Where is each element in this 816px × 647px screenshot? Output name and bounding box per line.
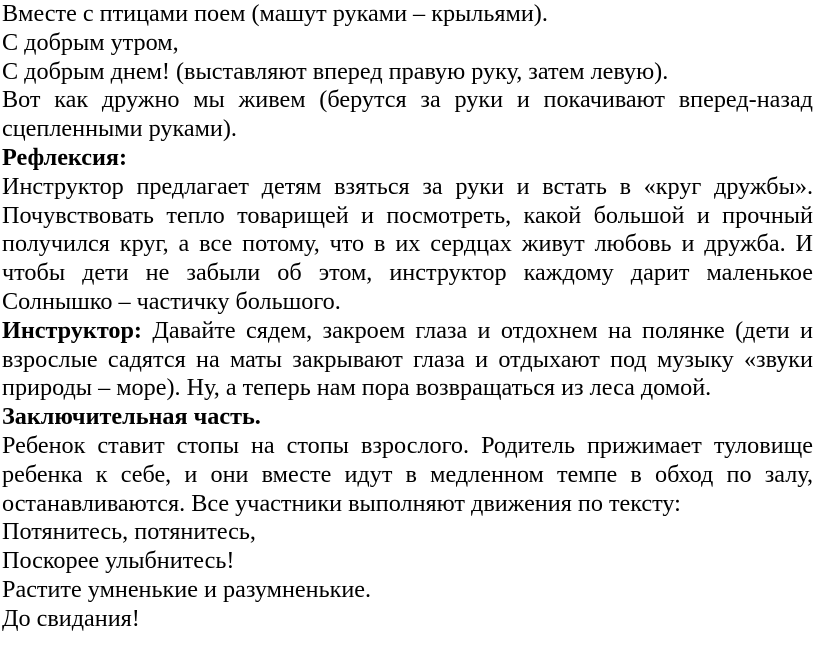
paragraph-reflection: Инструктор предлагает детям взяться за руки и встать в «круг дружбы». Почувствовать тепло товарищей и посмотреть, какой большой и прочный получился круг, а все потому, что в их сердцах живут любовь и дружба. И чтобы дети не забыли об этом, инструктор каждому дарит маленькое Солнышко – частичку большого. <box>2 172 813 315</box>
instructor-text: Давайте сядем, закроем глаза и отдохнем на полянке (дети и взрослые садятся на маты закрывают глаза и отдыхают под музыку «звуки природы – море). Ну, а теперь нам пора возвращаться из леса домой. <box>2 316 813 402</box>
text-line: Растите умненькие и разумненькие. <box>2 575 372 603</box>
paragraph-instructor <box>2 317 813 403</box>
text-line: С добрым днем! (выставляют вперед правую руку, затем левую). <box>2 57 669 85</box>
instructor-label: Инструктор: <box>2 316 142 344</box>
text-line: До свидания! <box>2 604 140 632</box>
text-line: С добрым утром, <box>2 28 179 56</box>
heading-final-part: Заключительная часть. <box>2 403 261 431</box>
heading-reflection: Рефлексия: <box>2 143 128 171</box>
text-line: Поскорее улыбнитесь! <box>2 547 235 575</box>
paragraph-final-part: Ребенок ставит стопы на стопы взрослого. Родитель прижимает туловище ребенка к себе, и они вместе идут в медленном темпе в обход по залу, останавливаются. Все участники выполняют движения по тексту: <box>2 431 813 517</box>
paragraph-hold-hands: Вот как дружно мы живем (берутся за руки и покачивают вперед-назад сцепленными руками). <box>2 86 813 143</box>
text-line: Вместе с птицами поем (машут руками – крыльями). <box>2 0 548 27</box>
text-line: Потянитесь, потянитесь, <box>2 518 256 546</box>
